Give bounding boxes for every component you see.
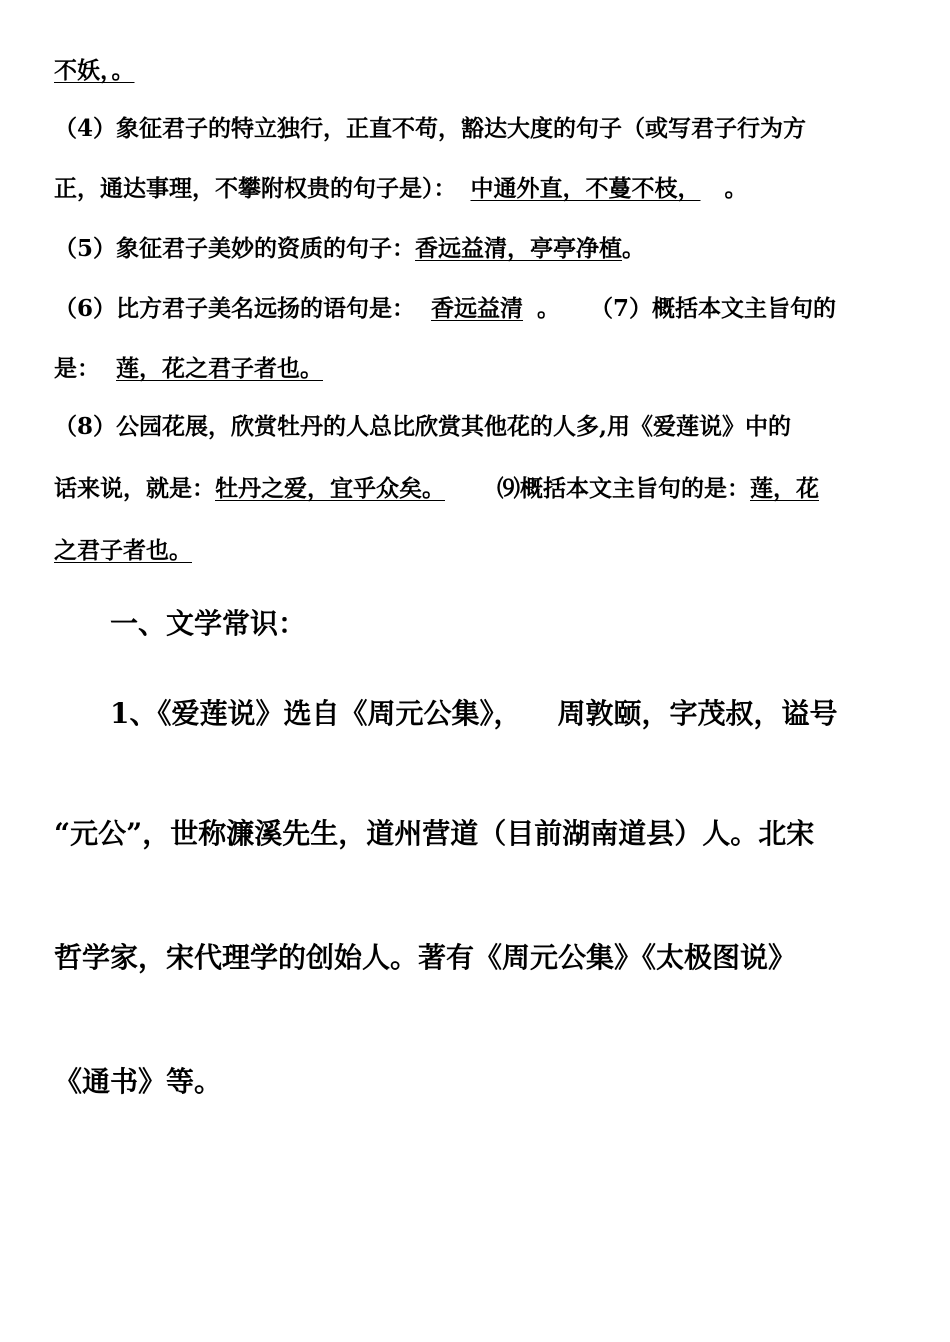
question-text: （7）概括本文主旨句的 [590,295,837,322]
paragraph-line-2: “元公”，世称濂溪先生，道州营道（目前湖南道县）人。北宋 [54,817,815,850]
paragraph-line-4: 《通书》等。 [54,1065,223,1098]
text-line-6 [54,354,904,384]
text-line-1 [54,56,904,86]
answer-text: 莲，花 [750,475,819,502]
answer-text: 香远益清 [431,295,524,322]
text-line-4 [54,234,904,264]
question-text: 是： [54,355,100,382]
answer-text: 牡丹之爱，宜乎众矣。 [215,475,445,502]
text-line-3 [54,174,904,204]
paragraph-line-1: 1、《爱莲说》选自《周元公集》， 周敦颐，字茂叔，谥号 [110,697,838,730]
question-text: 正，通达事理，不攀附权贵的句子是）： [54,175,457,202]
question-text: ⑼概括本文主旨句的是： [497,475,750,502]
paragraph-line-3: 哲学家，宋代理学的创始人。著有《周元公集》《太极图说》 [54,941,797,974]
question-text: （8）公园花展，欣赏牡丹的人总比欣赏其他花的人多,用《爱莲说》中的 [54,413,792,440]
question-text: （6）比方君子美名远扬的语句是： [54,295,416,322]
answer-text: 莲，花之君子者也。 [116,355,323,382]
text-line-5 [54,294,904,324]
answer-text: 之君子者也。 [54,537,192,564]
question-text: （5）象征君子美妙的资质的句子： [54,235,416,262]
text-line-8 [54,474,904,504]
answer-blank: 不妖，。 [54,57,135,84]
text-line-2 [54,114,904,144]
text-line-7 [54,412,904,442]
section-heading: 一、文学常识： [110,607,307,640]
question-text: （4）象征君子的特立独行，正直不苟，豁达大度的句子（或写君子行为方 [54,115,807,142]
answer-text: 香远益清，亭亭净植 [415,235,623,262]
punct: 。 [622,235,646,262]
text-line-9 [54,536,904,566]
punct: 。 [724,175,748,202]
answer-text: 中通外直，不蔓不枝， [470,175,701,202]
punct: 。 [537,295,561,322]
question-text: 话来说，就是： [54,475,215,502]
